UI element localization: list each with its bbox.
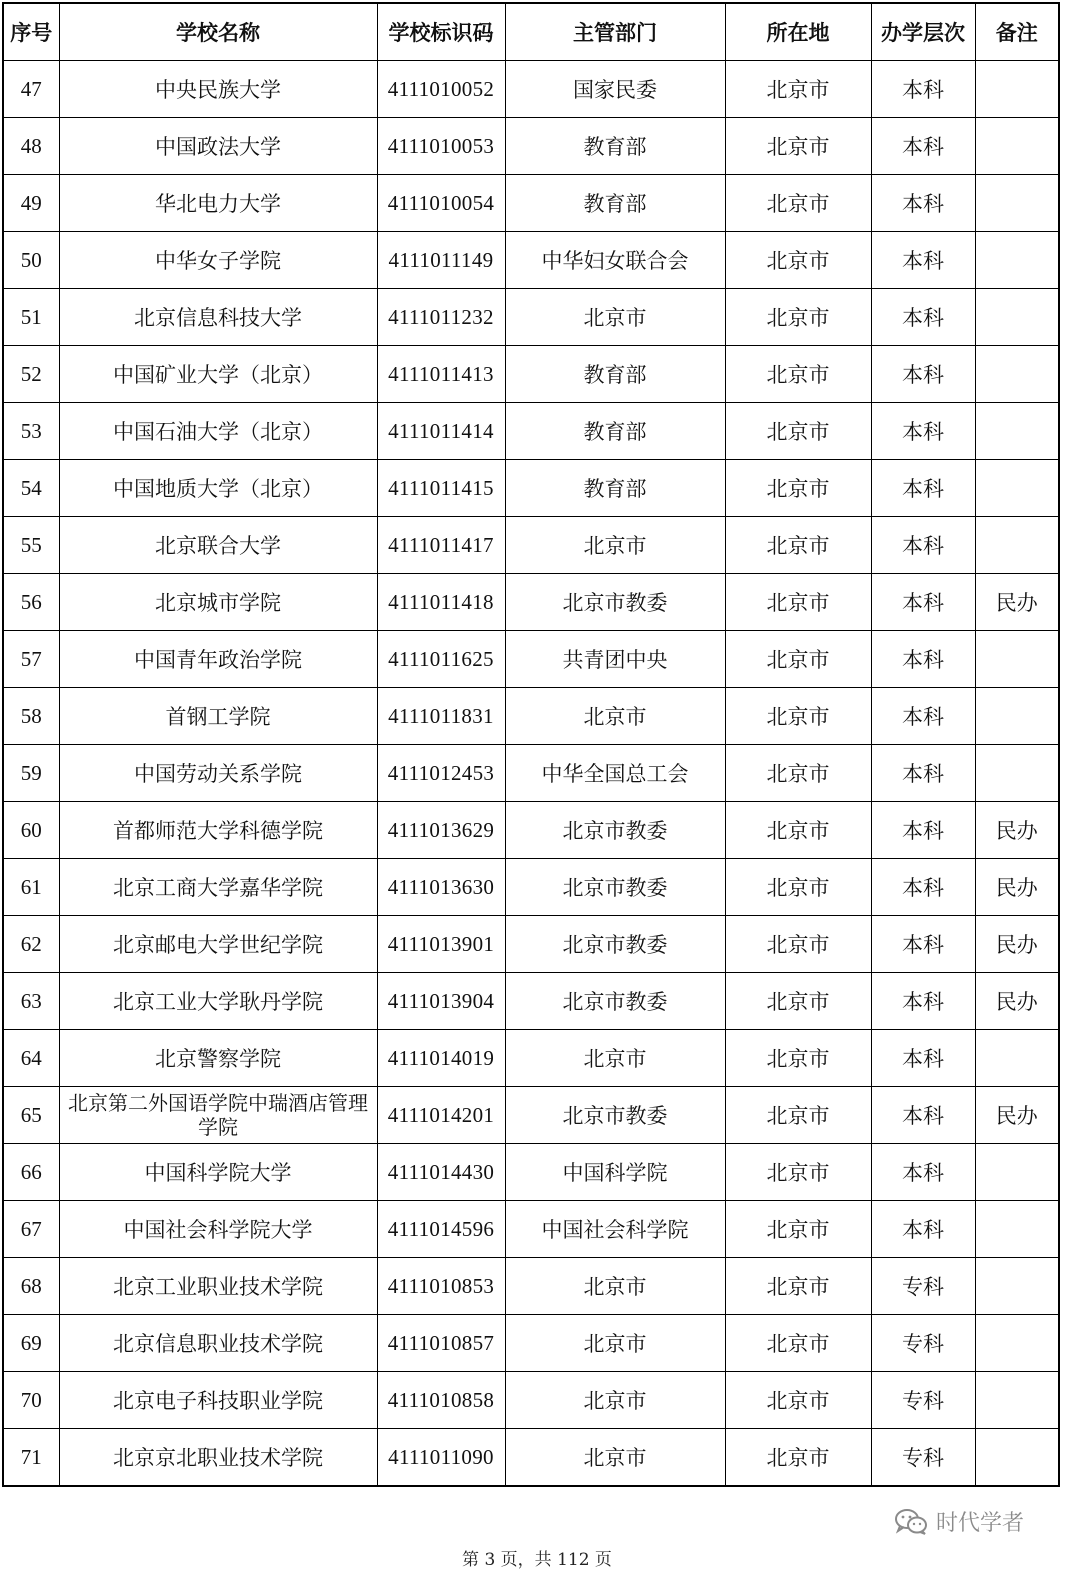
table-row [3, 1315, 1059, 1372]
table-row [3, 61, 1059, 118]
header-remark: 备注 [975, 3, 1059, 61]
cell-remark [975, 289, 1059, 346]
cell-index: 53 [3, 403, 59, 460]
cell-authority: 北京市 [505, 1030, 725, 1087]
cell-authority: 北京市 [505, 688, 725, 745]
cell-location: 北京市 [725, 631, 871, 688]
cell-location: 北京市 [725, 1372, 871, 1429]
cell-level: 本科 [871, 175, 975, 232]
cell-index: 58 [3, 688, 59, 745]
cell-index: 47 [3, 61, 59, 118]
cell-school-code: 4111013629 [377, 802, 505, 859]
cell-remark [975, 631, 1059, 688]
cell-level: 专科 [871, 1429, 975, 1487]
cell-remark [975, 118, 1059, 175]
table-row [3, 1030, 1059, 1087]
cell-school-code: 4111010052 [377, 61, 505, 118]
header-school-name: 学校名称 [59, 3, 377, 61]
cell-school-name: 中央民族大学 [59, 61, 377, 118]
cell-location: 北京市 [725, 460, 871, 517]
cell-location: 北京市 [725, 1201, 871, 1258]
cell-remark: 民办 [975, 574, 1059, 631]
cell-school-name: 北京警察学院 [59, 1030, 377, 1087]
cell-school-code: 4111010857 [377, 1315, 505, 1372]
cell-authority: 教育部 [505, 175, 725, 232]
cell-school-code: 4111010853 [377, 1258, 505, 1315]
cell-remark [975, 745, 1059, 802]
cell-school-name: 北京工业大学耿丹学院 [59, 973, 377, 1030]
cell-level: 本科 [871, 1030, 975, 1087]
cell-school-name: 中国政法大学 [59, 118, 377, 175]
cell-remark: 民办 [975, 916, 1059, 973]
cell-remark [975, 346, 1059, 403]
cell-level: 本科 [871, 232, 975, 289]
cell-remark [975, 403, 1059, 460]
school-list-table [2, 2, 1060, 1487]
cell-index: 49 [3, 175, 59, 232]
cell-index: 54 [3, 460, 59, 517]
watermark [894, 1506, 1024, 1537]
cell-school-code: 4111011414 [377, 403, 505, 460]
cell-remark [975, 1144, 1059, 1201]
cell-school-name: 中国石油大学（北京） [59, 403, 377, 460]
cell-level: 本科 [871, 802, 975, 859]
cell-school-name: 北京京北职业技术学院 [59, 1429, 377, 1487]
cell-level: 本科 [871, 631, 975, 688]
cell-school-code: 4111014596 [377, 1201, 505, 1258]
cell-school-name: 中国矿业大学（北京） [59, 346, 377, 403]
cell-remark [975, 460, 1059, 517]
cell-school-name: 北京电子科技职业学院 [59, 1372, 377, 1429]
cell-school-code: 4111014430 [377, 1144, 505, 1201]
table-row [3, 1144, 1059, 1201]
table-row [3, 1258, 1059, 1315]
cell-location: 北京市 [725, 745, 871, 802]
cell-school-name: 中国科学院大学 [59, 1144, 377, 1201]
cell-school-name: 北京信息职业技术学院 [59, 1315, 377, 1372]
cell-authority: 北京市教委 [505, 574, 725, 631]
cell-school-code: 4111010053 [377, 118, 505, 175]
cell-authority: 北京市 [505, 1258, 725, 1315]
cell-authority: 国家民委 [505, 61, 725, 118]
table-row [3, 1429, 1059, 1487]
cell-authority: 北京市教委 [505, 916, 725, 973]
cell-school-code: 4111011415 [377, 460, 505, 517]
cell-school-name: 首钢工学院 [59, 688, 377, 745]
cell-authority: 教育部 [505, 403, 725, 460]
cell-remark: 民办 [975, 973, 1059, 1030]
cell-index: 55 [3, 517, 59, 574]
cell-school-code: 4111014201 [377, 1087, 505, 1144]
cell-authority: 北京市教委 [505, 802, 725, 859]
cell-index: 61 [3, 859, 59, 916]
cell-authority: 北京市 [505, 1372, 725, 1429]
cell-level: 本科 [871, 745, 975, 802]
table-row [3, 175, 1059, 232]
table-row [3, 574, 1059, 631]
cell-school-name: 北京邮电大学世纪学院 [59, 916, 377, 973]
cell-level: 专科 [871, 1315, 975, 1372]
cell-school-code: 4111010858 [377, 1372, 505, 1429]
cell-authority: 教育部 [505, 460, 725, 517]
cell-school-name: 中华女子学院 [59, 232, 377, 289]
cell-level: 本科 [871, 517, 975, 574]
cell-remark: 民办 [975, 802, 1059, 859]
cell-school-code: 4111011149 [377, 232, 505, 289]
cell-school-name: 北京工业职业技术学院 [59, 1258, 377, 1315]
cell-remark: 民办 [975, 859, 1059, 916]
cell-index: 71 [3, 1429, 59, 1487]
cell-level: 本科 [871, 403, 975, 460]
cell-level: 本科 [871, 1201, 975, 1258]
table-row [3, 745, 1059, 802]
cell-level: 本科 [871, 289, 975, 346]
table-row [3, 631, 1059, 688]
cell-location: 北京市 [725, 802, 871, 859]
cell-level: 本科 [871, 859, 975, 916]
header-index: 序号 [3, 3, 59, 61]
cell-authority: 共青团中央 [505, 631, 725, 688]
cell-school-code: 4111011417 [377, 517, 505, 574]
table-row [3, 1372, 1059, 1429]
cell-location: 北京市 [725, 574, 871, 631]
cell-school-name: 北京联合大学 [59, 517, 377, 574]
table-row [3, 232, 1059, 289]
cell-authority: 北京市 [505, 1315, 725, 1372]
cell-authority: 北京市教委 [505, 859, 725, 916]
cell-school-code: 4111013630 [377, 859, 505, 916]
table-row [3, 517, 1059, 574]
cell-location: 北京市 [725, 1315, 871, 1372]
cell-authority: 北京市 [505, 1429, 725, 1487]
cell-authority: 教育部 [505, 118, 725, 175]
cell-remark [975, 688, 1059, 745]
cell-school-code: 4111014019 [377, 1030, 505, 1087]
cell-level: 本科 [871, 346, 975, 403]
cell-level: 本科 [871, 688, 975, 745]
cell-index: 59 [3, 745, 59, 802]
cell-authority: 教育部 [505, 346, 725, 403]
cell-location: 北京市 [725, 859, 871, 916]
cell-location: 北京市 [725, 1144, 871, 1201]
cell-index: 62 [3, 916, 59, 973]
page-footer: 第 3 页，共 112 页 [462, 1550, 612, 1570]
cell-remark [975, 1372, 1059, 1429]
table-header-row [3, 3, 1059, 61]
cell-remark [975, 1258, 1059, 1315]
header-location: 所在地 [725, 3, 871, 61]
cell-school-name: 中国地质大学（北京） [59, 460, 377, 517]
cell-location: 北京市 [725, 346, 871, 403]
cell-school-code: 4111011831 [377, 688, 505, 745]
cell-level: 本科 [871, 61, 975, 118]
cell-index: 60 [3, 802, 59, 859]
cell-index: 70 [3, 1372, 59, 1429]
table-row [3, 802, 1059, 859]
cell-school-name: 中国劳动关系学院 [59, 745, 377, 802]
cell-location: 北京市 [725, 232, 871, 289]
cell-location: 北京市 [725, 1087, 871, 1144]
cell-location: 北京市 [725, 61, 871, 118]
cell-school-name: 中国青年政治学院 [59, 631, 377, 688]
cell-authority: 中国社会科学院 [505, 1201, 725, 1258]
cell-authority: 北京市 [505, 517, 725, 574]
cell-remark [975, 1315, 1059, 1372]
cell-school-code: 4111011413 [377, 346, 505, 403]
cell-level: 本科 [871, 973, 975, 1030]
cell-location: 北京市 [725, 517, 871, 574]
header-authority: 主管部门 [505, 3, 725, 61]
cell-index: 50 [3, 232, 59, 289]
cell-index: 65 [3, 1087, 59, 1144]
cell-authority: 中华全国总工会 [505, 745, 725, 802]
table-row [3, 460, 1059, 517]
table-row [3, 346, 1059, 403]
cell-school-name: 首都师范大学科德学院 [59, 802, 377, 859]
cell-school-name: 北京信息科技大学 [59, 289, 377, 346]
cell-location: 北京市 [725, 403, 871, 460]
cell-location: 北京市 [725, 1030, 871, 1087]
cell-index: 51 [3, 289, 59, 346]
cell-index: 63 [3, 973, 59, 1030]
cell-index: 66 [3, 1144, 59, 1201]
cell-school-name: 北京城市学院 [59, 574, 377, 631]
cell-level: 本科 [871, 1144, 975, 1201]
cell-location: 北京市 [725, 916, 871, 973]
cell-index: 57 [3, 631, 59, 688]
cell-remark: 民办 [975, 1087, 1059, 1144]
table-row [3, 1201, 1059, 1258]
cell-index: 68 [3, 1258, 59, 1315]
cell-school-name: 北京工商大学嘉华学院 [59, 859, 377, 916]
table-row [3, 289, 1059, 346]
cell-index: 56 [3, 574, 59, 631]
cell-level: 专科 [871, 1372, 975, 1429]
cell-level: 专科 [871, 1258, 975, 1315]
cell-index: 52 [3, 346, 59, 403]
cell-index: 48 [3, 118, 59, 175]
cell-location: 北京市 [725, 688, 871, 745]
cell-remark [975, 1429, 1059, 1487]
cell-location: 北京市 [725, 1429, 871, 1487]
cell-location: 北京市 [725, 1258, 871, 1315]
cell-school-code: 4111011232 [377, 289, 505, 346]
watermark-text: 时代学者 [935, 1511, 1024, 1536]
cell-index: 69 [3, 1315, 59, 1372]
cell-location: 北京市 [725, 118, 871, 175]
cell-authority: 北京市 [505, 289, 725, 346]
cell-remark [975, 232, 1059, 289]
table-row [3, 973, 1059, 1030]
cell-location: 北京市 [725, 973, 871, 1030]
cell-index: 64 [3, 1030, 59, 1087]
header-level: 办学层次 [871, 3, 975, 61]
cell-level: 本科 [871, 460, 975, 517]
cell-school-name: 北京第二外国语学院中瑞酒店管理学院 [59, 1087, 377, 1144]
table-row [3, 916, 1059, 973]
cell-remark [975, 517, 1059, 574]
cell-school-name: 中国社会科学院大学 [59, 1201, 377, 1258]
cell-authority: 中国科学院 [505, 1144, 725, 1201]
cell-level: 本科 [871, 916, 975, 973]
cell-school-name: 华北电力大学 [59, 175, 377, 232]
cell-authority: 北京市教委 [505, 1087, 725, 1144]
cell-authority: 中华妇女联合会 [505, 232, 725, 289]
wechat-icon [894, 1508, 928, 1536]
cell-school-code: 4111011418 [377, 574, 505, 631]
table-row [3, 688, 1059, 745]
cell-remark [975, 61, 1059, 118]
cell-school-code: 4111010054 [377, 175, 505, 232]
table-row [3, 118, 1059, 175]
cell-level: 本科 [871, 118, 975, 175]
cell-remark [975, 1201, 1059, 1258]
cell-location: 北京市 [725, 175, 871, 232]
cell-authority: 北京市教委 [505, 973, 725, 1030]
table-row [3, 403, 1059, 460]
cell-location: 北京市 [725, 289, 871, 346]
cell-school-code: 4111013904 [377, 973, 505, 1030]
cell-school-code: 4111013901 [377, 916, 505, 973]
cell-level: 本科 [871, 1087, 975, 1144]
header-school-code: 学校标识码 [377, 3, 505, 61]
cell-school-code: 4111011090 [377, 1429, 505, 1487]
cell-level: 本科 [871, 574, 975, 631]
cell-remark [975, 175, 1059, 232]
cell-remark [975, 1030, 1059, 1087]
table-row [3, 1087, 1059, 1144]
table-row [3, 859, 1059, 916]
cell-school-code: 4111011625 [377, 631, 505, 688]
cell-index: 67 [3, 1201, 59, 1258]
cell-school-code: 4111012453 [377, 745, 505, 802]
